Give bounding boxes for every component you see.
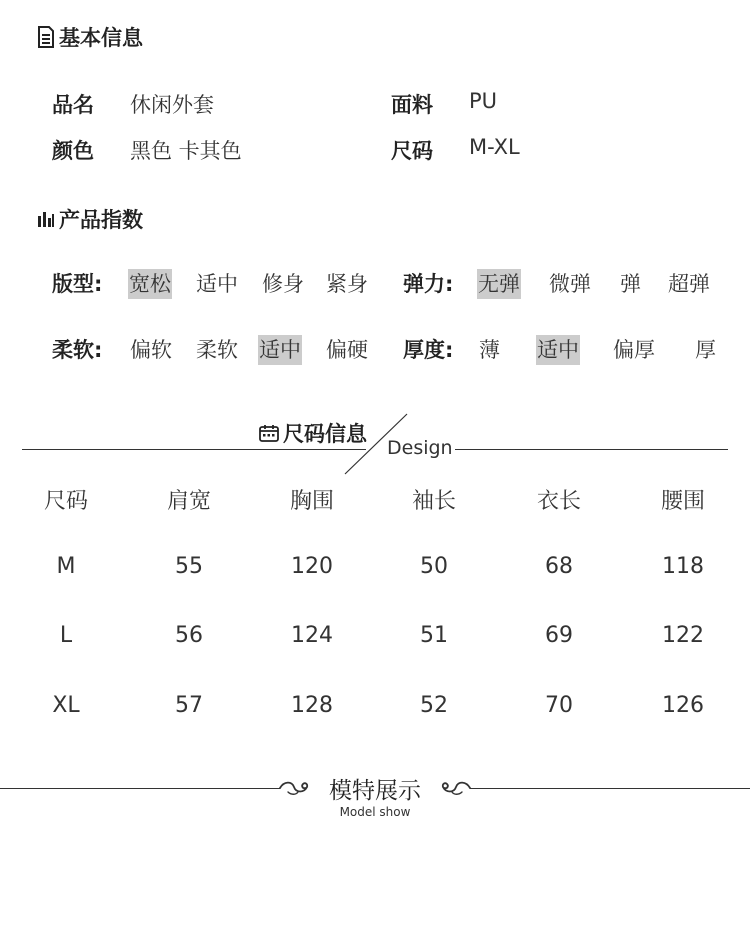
elasticity-option-elastic: 弹 bbox=[620, 272, 641, 296]
row-xl-waist: 126 bbox=[662, 693, 704, 718]
fabric-label: 面料 bbox=[391, 93, 433, 117]
row-m-chest: 120 bbox=[291, 554, 333, 579]
thickness-option-thickish: 偏厚 bbox=[613, 338, 655, 362]
softness-label: 柔软: bbox=[52, 338, 103, 362]
model-divider-right bbox=[470, 788, 750, 789]
elasticity-option-slight: 微弹 bbox=[549, 272, 591, 296]
size-divider-left bbox=[22, 449, 366, 450]
model-divider-left bbox=[0, 788, 280, 789]
softness-option-very-soft: 柔软 bbox=[196, 338, 238, 362]
row-m-length: 68 bbox=[545, 554, 573, 579]
row-l-length: 69 bbox=[545, 623, 573, 648]
elasticity-option-super: 超弹 bbox=[668, 272, 710, 296]
size-info-title: 尺码信息 bbox=[283, 422, 367, 446]
softness-option-hard: 偏硬 bbox=[326, 338, 368, 362]
row-m-shoulder: 55 bbox=[175, 554, 203, 579]
header-chest: 胸围 bbox=[289, 489, 334, 514]
row-m-size: M bbox=[56, 554, 76, 579]
basic-info-heading bbox=[37, 22, 143, 52]
header-length: 衣长 bbox=[536, 489, 581, 514]
row-xl-length: 70 bbox=[545, 693, 573, 718]
size-divider-right bbox=[455, 449, 728, 450]
product-index-title: 产品指数 bbox=[59, 208, 143, 232]
header-sleeve: 袖长 bbox=[411, 489, 456, 514]
color-label: 颜色 bbox=[52, 139, 94, 163]
row-m-sleeve: 50 bbox=[420, 554, 448, 579]
thickness-option-thin: 薄 bbox=[479, 338, 500, 362]
right-swirl-ornament-icon bbox=[438, 778, 472, 798]
name-value: 休闲外套 bbox=[130, 93, 214, 117]
thickness-option-medium: 适中 bbox=[536, 335, 580, 365]
fit-option-tight: 紧身 bbox=[326, 272, 368, 296]
model-show-subtitle: Model show bbox=[339, 805, 411, 819]
size-value: M-XL bbox=[469, 135, 520, 159]
design-subtitle: Design bbox=[387, 437, 453, 459]
row-xl-shoulder: 57 bbox=[175, 693, 203, 718]
header-waist: 腰围 bbox=[660, 489, 705, 514]
bar-chart-icon bbox=[37, 210, 55, 228]
row-l-shoulder: 56 bbox=[175, 623, 203, 648]
header-size: 尺码 bbox=[43, 489, 88, 514]
fit-label: 版型: bbox=[52, 272, 103, 296]
softness-option-medium: 适中 bbox=[258, 335, 302, 365]
row-l-chest: 124 bbox=[291, 623, 333, 648]
document-icon bbox=[37, 26, 55, 48]
row-l-size: L bbox=[59, 623, 73, 648]
thickness-option-thick: 厚 bbox=[695, 338, 716, 362]
name-label: 品名 bbox=[52, 93, 94, 117]
row-m-waist: 118 bbox=[662, 554, 704, 579]
row-xl-chest: 128 bbox=[291, 693, 333, 718]
fabric-value: PU bbox=[469, 89, 498, 113]
basic-info-title: 基本信息 bbox=[59, 26, 143, 50]
row-xl-sleeve: 52 bbox=[420, 693, 448, 718]
fit-option-slim: 修身 bbox=[262, 272, 304, 296]
left-swirl-ornament-icon bbox=[278, 778, 312, 798]
fit-option-regular: 适中 bbox=[196, 272, 238, 296]
product-index-heading bbox=[37, 204, 143, 234]
calendar-icon bbox=[259, 424, 279, 442]
elasticity-label: 弹力: bbox=[403, 272, 454, 296]
elasticity-option-none: 无弹 bbox=[477, 269, 521, 299]
fit-option-loose: 宽松 bbox=[128, 269, 172, 299]
row-l-waist: 122 bbox=[662, 623, 704, 648]
size-info-heading bbox=[259, 418, 367, 448]
model-show-title: 模特展示 bbox=[329, 778, 421, 804]
color-value: 黑色 卡其色 bbox=[130, 139, 242, 163]
header-shoulder: 肩宽 bbox=[166, 489, 211, 514]
row-l-sleeve: 51 bbox=[420, 623, 448, 648]
thickness-label: 厚度: bbox=[403, 338, 454, 362]
size-label: 尺码 bbox=[391, 139, 433, 163]
softness-option-soft: 偏软 bbox=[130, 338, 172, 362]
row-xl-size: XL bbox=[52, 693, 80, 718]
